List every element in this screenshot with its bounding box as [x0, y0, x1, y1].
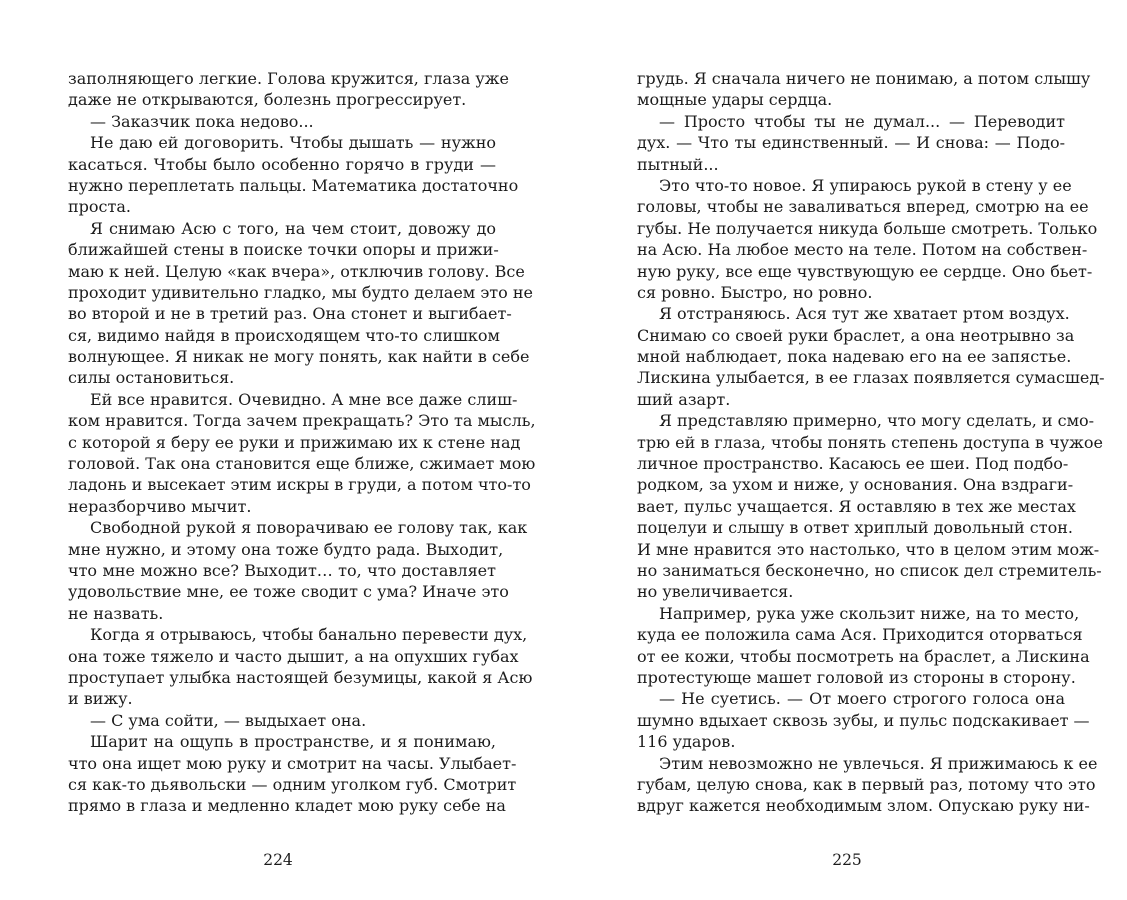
text-line: ся как-то дьявольски — одним уголком губ. Смотрит: [68, 774, 517, 794]
text-line: Шарит на ощупь в пространстве, и я понимаю,: [90, 732, 496, 752]
text-line: с которой я беру ее руки и прижимаю их к стене над: [68, 432, 521, 452]
text-line: на Асю. На любое место на теле. Потом на собствен-: [637, 240, 1088, 260]
text-line: Например, рука уже скользит ниже, на то место,: [659, 603, 1080, 623]
text-line: И мне нравится это настолько, что в целом этим мож-: [637, 539, 1100, 559]
text-line: ближайшей стены в поиске точки опоры и прижи-: [68, 240, 499, 260]
text-line: дух. — Что ты единственный. — И снова: — Подо-: [637, 133, 1065, 153]
text-line: она тоже тяжело и часто дышит, а на опухших губах: [68, 646, 519, 666]
text-line: трю ей в глаза, чтобы понять степень доступа в чужое: [637, 432, 1103, 452]
text-line: грудь. Я сначала ничего не понимаю, а потом слышу: [637, 69, 1091, 88]
right-page-text: [637, 68, 1105, 817]
text-line: Ей все нравится. Очевидно. А мне все даже слиш-: [90, 389, 518, 409]
text-line: нужно переплетать пальцы. Математика достаточно: [68, 175, 519, 195]
text-line: Это что-то новое. Я упираюсь рукой в стену у ее: [659, 175, 1072, 195]
text-line: ся, видимо найдя в происходящем что-то слишком: [68, 325, 500, 345]
text-line: во второй и не в третий раз. Она стонет и выгибает-: [68, 304, 512, 324]
text-line: губам, целую снова, как в первый раз, потому что это: [637, 774, 1096, 794]
text-line: но заниматься бесконечно, но список дел стремитель-: [637, 560, 1102, 580]
text-line: мощные удары сердца.: [637, 90, 833, 110]
text-line: от ее кожи, чтобы посмотреть на браслет, а Лискина: [637, 646, 1090, 666]
text-line: — Не суетись. — От моего строгого голоса она: [659, 689, 1065, 709]
text-line: Этим невозможно не увлечься. Я прижимаюсь к ее: [659, 753, 1098, 773]
text-line: протестующе машет головой из стороны в сторону.: [637, 667, 1076, 687]
text-line: губы. Не получается никуда больше смотреть. Только: [637, 218, 1098, 238]
text-line: Свободной рукой я поворачиваю ее голову так, как: [90, 518, 528, 538]
text-line: но увеличивается.: [637, 582, 794, 602]
right-page-number: 225: [832, 851, 862, 869]
text-line: проходит удивительно гладко, мы будто делаем это не: [68, 282, 533, 302]
text-line: заполняющего легкие. Голова кружится, глаза уже: [68, 69, 509, 88]
text-line: Снимаю со своей руки браслет, а она неотрывно за: [637, 325, 1075, 345]
left-page: [68, 68, 536, 817]
text-line: ком нравится. Тогда зачем прекращать? Это та мысль,: [68, 411, 536, 431]
text-line: головы, чтобы не заваливаться вперед, смотрю на ее: [637, 197, 1089, 217]
right-page: [637, 68, 1105, 817]
text-line: что мне можно все? Выходит… то, что доставляет: [68, 560, 496, 580]
text-line: шумно вдыхает сквозь зубы, и пульс подскакивает —: [637, 710, 1090, 730]
text-line: проступает улыбка настоящей безумицы, какой я Асю: [68, 667, 533, 687]
text-line: ную руку, все еще чувствующую ее сердце. Оно бьет-: [637, 261, 1093, 281]
text-line: вдруг кажется необходимым злом. Опускаю руку ни-: [637, 796, 1090, 816]
text-line: родком, за ухом и ниже, у основания. Она вздраги-: [637, 475, 1074, 495]
text-line: маю к ней. Целую «как вчера», отключив голову. Все: [68, 261, 525, 281]
text-line: касаться. Чтобы было особенно горячо в груди —: [68, 154, 496, 174]
text-line: поцелуи и слышу в ответ хриплый довольный стон.: [637, 518, 1073, 538]
text-line: и вижу.: [68, 689, 133, 709]
text-line: 116 ударов.: [637, 732, 736, 752]
text-line: ший азарт.: [637, 389, 731, 409]
text-line: не назвать.: [68, 603, 164, 623]
text-line: прямо в глаза и медленно кладет мою руку себе на: [68, 796, 506, 816]
text-line: Когда я отрываюсь, чтобы банально перевести дух,: [90, 625, 528, 645]
text-line: силы остановиться.: [68, 368, 235, 388]
text-line: проста.: [68, 197, 131, 217]
text-line: мной наблюдает, пока надеваю его на ее запястье.: [637, 347, 1072, 367]
text-line: мне нужно, и этому она тоже будто рада. Выходит,: [68, 539, 504, 559]
text-line: даже не открываются, болезнь прогрессирует.: [68, 90, 467, 110]
text-line: Я снимаю Асю с того, на чем стоит, довожу до: [90, 218, 496, 238]
text-line: пытный...: [637, 154, 719, 174]
text-line: волнующее. Я никак не могу понять, как найти в себе: [68, 347, 530, 367]
text-line: ладонь и высекает этим искры в груди, а потом что-то: [68, 475, 531, 495]
text-line: Я представляю примерно, что могу сделать, и смо-: [659, 411, 1095, 431]
text-line: ся ровно. Быстро, но ровно.: [637, 282, 873, 302]
text-line: Лискина улыбается, в ее глазах появляется сумасшед-: [637, 368, 1105, 388]
text-line: неразборчиво мычит.: [68, 496, 252, 516]
text-line: — Просто чтобы ты не думал... — Переводит: [659, 111, 1065, 131]
text-line: личное пространство. Касаюсь ее шеи. Под подбо-: [637, 454, 1069, 474]
text-line: что она ищет мою руку и смотрит на часы. Улыбает-: [68, 753, 517, 773]
text-line: головой. Так она становится еще ближе, сжимает мою: [68, 454, 536, 474]
text-line: — Заказчик пока недово...: [90, 111, 314, 131]
text-line: куда ее положила сама Ася. Приходится оторваться: [637, 625, 1083, 645]
text-line: удовольствие мне, ее тоже сводит с ума? Иначе это: [68, 582, 509, 602]
text-line: вает, пульс учащается. Я оставляю в тех же местах: [637, 496, 1076, 516]
text-line: Я отстраняюсь. Ася тут же хватает ртом воздух.: [659, 304, 1070, 324]
left-page-text: [68, 68, 536, 817]
text-line: — С ума сойти, — выдыхает она.: [90, 710, 367, 730]
left-page-number: 224: [263, 851, 293, 869]
text-line: Не даю ей договорить. Чтобы дышать — нужно: [90, 133, 496, 153]
